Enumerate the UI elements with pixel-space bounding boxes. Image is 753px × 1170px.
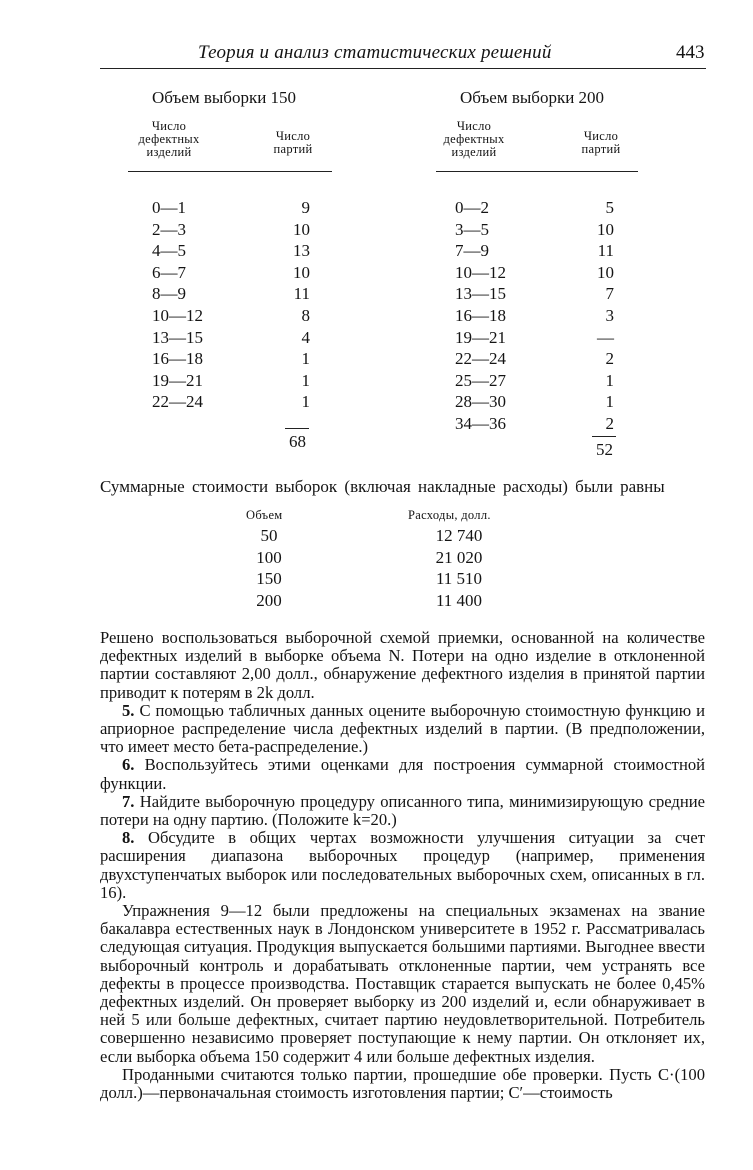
cell-lots-count: 5 xyxy=(605,198,614,217)
cost-expense: 11 400 xyxy=(435,590,483,610)
cost-expense: 12 740 xyxy=(435,526,483,545)
cost-volume: 200 xyxy=(256,590,282,610)
table-rule xyxy=(128,171,332,172)
cell-lots-count: 9 xyxy=(301,198,310,217)
sum-rule xyxy=(285,428,309,429)
cell-defects-range: 22—24 xyxy=(455,349,506,369)
cell-defects-range: 25—27 xyxy=(455,370,506,390)
cell-defects-range: 3—5 xyxy=(455,219,489,239)
exercise-5 xyxy=(100,702,705,757)
cell-lots-count: 8 xyxy=(301,306,310,325)
cell-defects-range: 28—30 xyxy=(455,392,506,412)
cell-lots-count: 11 xyxy=(597,241,614,261)
column-header-defects: Число дефектных изделий xyxy=(138,119,200,159)
exercise-8 xyxy=(100,829,705,902)
sum-rule xyxy=(592,436,616,437)
exercise-text: Обсудите в общих чертах возможности улучшения ситуации за счет расширения диапазона выборочных процедур (например, применения двухступенчатых выборок или последовательных выборочных схем, описанных в гл. 16). xyxy=(100,828,705,902)
cell-lots-count: 1 xyxy=(605,370,614,390)
costs-column-expenses: Расходы, долл. xyxy=(408,508,491,522)
cost-volume: 50 xyxy=(260,526,278,545)
cell-lots-count: 1 xyxy=(301,392,310,412)
cell-defects-range: 6—7 xyxy=(152,262,186,282)
cell-defects-range: 0—2 xyxy=(455,198,489,217)
paragraph-solution: Решено воспользоваться выборочной схемой приемки, основанной на количестве дефектных изделий в выборке объема N. Потери на одно изделие в отклоненной партии составляют 2,00 долл., обнаружение дефектного изделия в принятой партии приводит к потерям в 2k долл. xyxy=(100,628,705,702)
exercise-text: Найдите выборочную процедуру описанного типа, минимизирующую средние потери на одну партию. (Положите k=20.) xyxy=(100,791,705,830)
cell-lots-count: 2 xyxy=(605,349,614,369)
column-header-lots: Число партий xyxy=(273,129,313,156)
cost-expense: 11 510 xyxy=(435,569,483,589)
cost-volume: 150 xyxy=(256,569,282,589)
page-number: 443 xyxy=(676,42,705,63)
paragraph-exercises-intro: Упражнения 9—12 были предложены на специальных экзаменах на звание бакалавра естественных наук в Лондонском университете в 1952 г. Рассматривалась следующая ситуация. Продукция выпускается большими партиями. Выгоднее ввести выборочный контроль и дорабатывать отклоненные партии, чем устранять все дефекты в процессе производства. Поставщик старается выпускать не более 0,45% дефектных изделий. Он проверяет выборку из 200 изделий и, если обнаруживает в ней 5 или больше дефектных, считает партию неудовлетворительной. Потребитель совершенно независимо проверяет поступающие к нему партии. Он отклоняет их, если выборка объема 150 содержит 4 или больше дефектных изделия. xyxy=(100,901,705,1066)
body-text xyxy=(100,629,705,1102)
cell-defects-range: 10—12 xyxy=(152,306,203,325)
cell-lots-count: 10 xyxy=(293,262,310,282)
column-header-lots: Число партий xyxy=(581,129,621,156)
cell-lots-count: 1 xyxy=(605,392,614,412)
cell-defects-range: 19—21 xyxy=(455,327,506,347)
cell-lots-count: 1 xyxy=(301,370,310,390)
costs-intro: Суммарные стоимости выборок (включая накладные расходы) были равны xyxy=(100,477,665,496)
cell-lots-count: 2 xyxy=(605,414,614,433)
paragraph-sold-lots: Проданными считаются только партии, прошедшие обе проверки. Пусть C·(100 долл.)—первоначальная стоимость изготовления партии; C′—стоимость xyxy=(100,1064,705,1103)
exercise-number: 5. xyxy=(122,700,135,720)
cell-lots-count: 10 xyxy=(597,219,614,239)
exercise-number: 8. xyxy=(122,828,135,848)
cost-expense: 21 020 xyxy=(435,547,483,567)
cell-lots-count: — xyxy=(597,327,614,347)
exercise-text: Воспользуйтесь этими оценками для построения суммарной стоимостной функции. xyxy=(100,755,705,793)
running-title: Теория и анализ статистических решений xyxy=(198,42,552,63)
exercise-number: 7. xyxy=(122,791,135,811)
cell-lots-count: 1 xyxy=(301,349,310,369)
cell-defects-range: 10—12 xyxy=(455,262,506,282)
cell-lots-count: 4 xyxy=(301,327,310,347)
table-total: 52 xyxy=(596,440,613,459)
column-header-defects: Число дефектных изделий xyxy=(443,119,505,159)
table-rule xyxy=(436,171,638,172)
exercise-7 xyxy=(100,793,705,829)
cell-defects-range: 8—9 xyxy=(152,284,186,304)
cell-defects-range: 13—15 xyxy=(152,327,203,347)
cell-lots-count: 10 xyxy=(293,219,310,239)
cell-defects-range: 4—5 xyxy=(152,241,186,261)
cell-defects-range: 34—36 xyxy=(455,414,506,433)
exercise-number: 6. xyxy=(122,755,135,775)
cost-volume: 100 xyxy=(256,547,282,567)
table-title: Объем выборки 200 xyxy=(460,88,605,107)
cell-lots-count: 13 xyxy=(293,241,310,261)
cell-defects-range: 19—21 xyxy=(152,370,203,390)
cell-defects-range: 7—9 xyxy=(455,241,489,261)
table-total: 68 xyxy=(289,432,306,451)
header-rule xyxy=(100,68,706,69)
cell-lots-count: 3 xyxy=(605,306,614,325)
costs-column-volume: Объем xyxy=(246,508,283,522)
cell-defects-range: 22—24 xyxy=(152,392,203,412)
cell-lots-count: 7 xyxy=(605,284,614,304)
cell-defects-range: 0—1 xyxy=(152,198,186,217)
cell-defects-range: 2—3 xyxy=(152,219,186,239)
table-title: Объем выборки 150 xyxy=(152,88,297,107)
cell-defects-range: 16—18 xyxy=(152,349,203,369)
cell-defects-range: 13—15 xyxy=(455,284,506,304)
cell-lots-count: 11 xyxy=(293,284,310,304)
exercise-6 xyxy=(100,756,705,792)
cell-defects-range: 16—18 xyxy=(455,306,506,325)
cell-lots-count: 10 xyxy=(597,262,614,282)
exercise-text: С помощью табличных данных оцените выборочную стоимостную функцию и априорное распределение числа дефектных изделий в партии. (В предположении, что имеет место бета-распределение.) xyxy=(100,700,705,757)
